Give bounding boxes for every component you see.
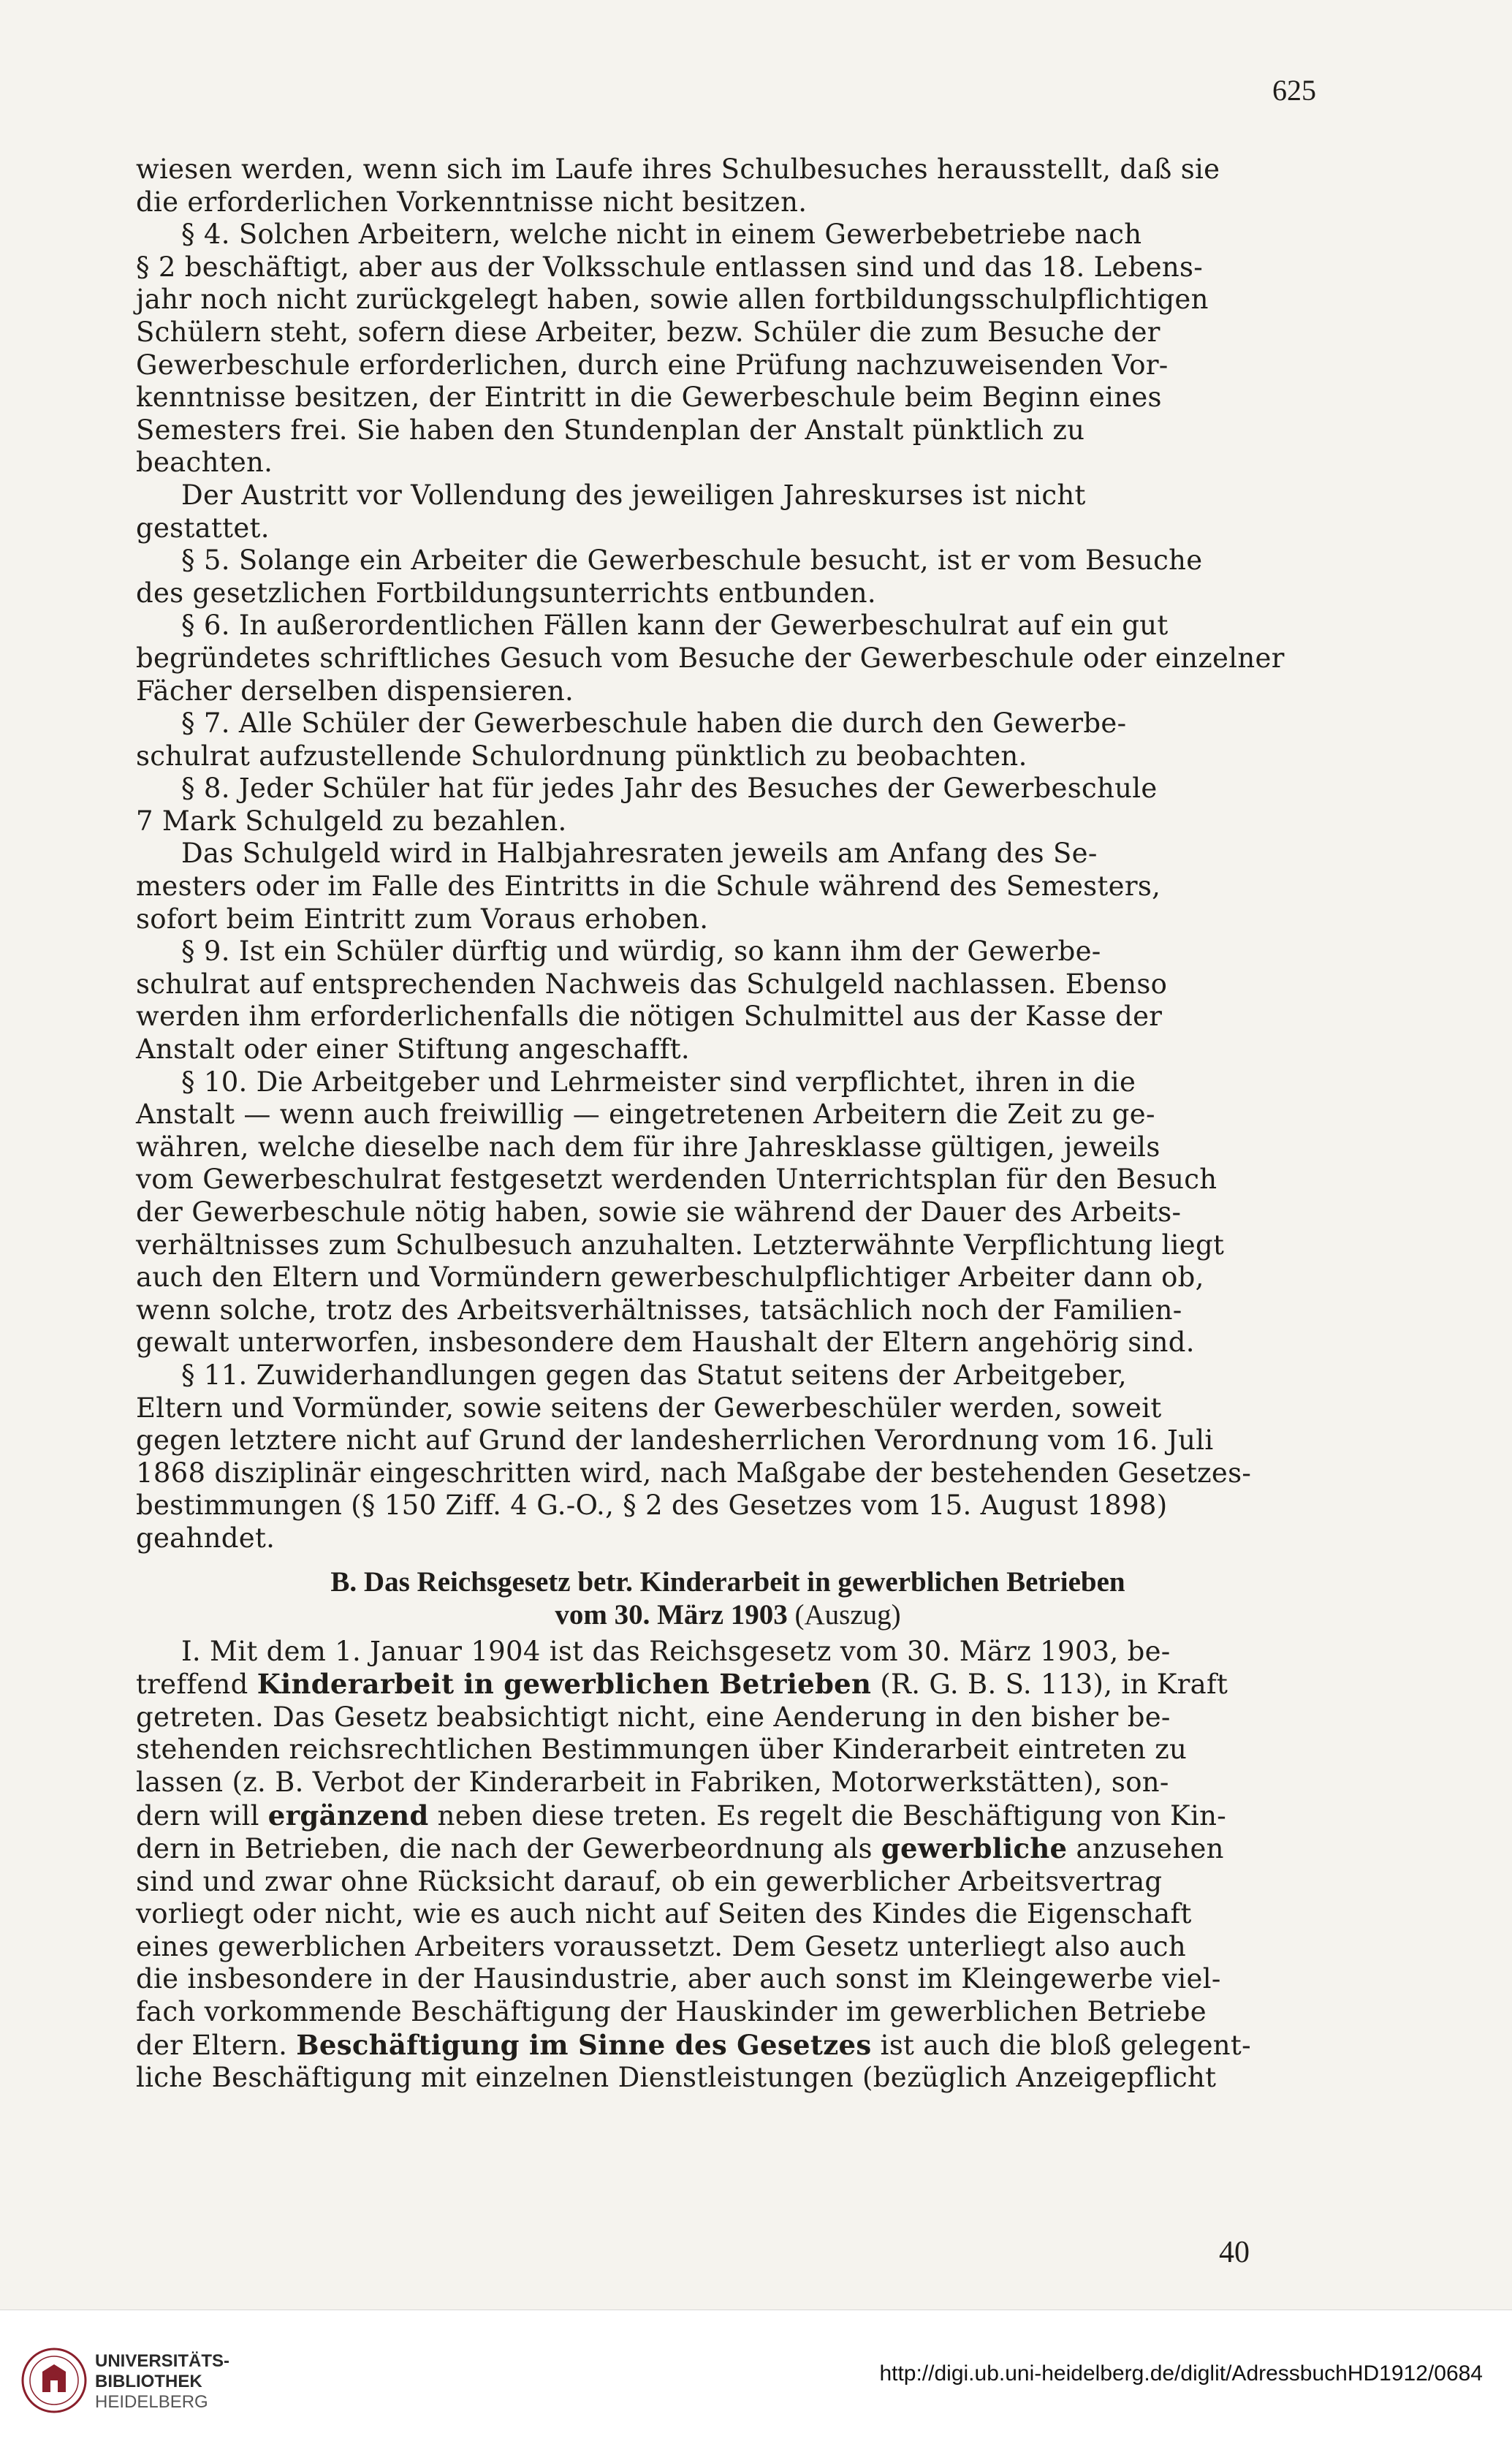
viewer-footer: [0, 2310, 1512, 2444]
text-line: gewalt unterworfen, insbesondere dem Haushalt der Eltern angehörig sind.: [136, 1327, 1195, 1359]
text-line: [136, 2029, 1320, 2062]
text-line: § 6. In außerordentlichen Fällen kann der Gewerbeschulrat auf ein gut: [181, 610, 1169, 642]
library-line: HEIDELBERG: [95, 2392, 208, 2412]
page-number: 625: [1272, 74, 1316, 107]
text-line: eines gewerblichen Arbeiters voraussetzt. Dem Gesetz unterliegt also auch: [136, 1930, 1186, 1962]
text-line: Eltern und Vormünder, sowie seitens der Gewerbeschüler werden, soweit: [136, 1392, 1162, 1424]
permalink-url[interactable]: http://digi.ub.uni-heidelberg.de/diglit/AdressbuchHD1912/0684: [879, 2361, 1483, 2386]
text-line: 7 Mark Schulgeld zu bezahlen.: [136, 805, 567, 837]
text-line: Anstalt oder einer Stiftung angeschafft.: [136, 1033, 690, 1066]
text-line: getreten. Das Gesetz beabsichtigt nicht, eine Aenderung in den bisher be-: [136, 1701, 1171, 1733]
text-line: sofort beim Eintritt zum Voraus erhoben.: [136, 903, 709, 935]
text-line: 1868 disziplinär eingeschritten wird, nach Maßgabe der bestehenden Gesetzes-: [136, 1457, 1252, 1489]
section-heading: [136, 1566, 1320, 1631]
text-line: vorliegt oder nicht, wie es auch nicht auf Seiten des Kindes die Eigenschaft: [136, 1898, 1192, 1930]
text-line: Semesters frei. Sie haben den Stundenplan der Anstalt pünktlich zu: [136, 414, 1085, 446]
heading-date: vom 30. März 1903: [555, 1598, 788, 1631]
text-span: dern will: [136, 1799, 259, 1832]
text-line: werden ihm erforderlichenfalls die nötigen Schulmittel aus der Kasse der: [136, 1001, 1163, 1033]
text-line: § 9. Ist ein Schüler dürftig und würdig, so kann ihm der Gewerbe-: [181, 936, 1101, 968]
text-line: vom Gewerbeschulrat festgesetzt werdenden Unterrichtsplan für den Besuch: [136, 1164, 1217, 1196]
text-line: bestimmungen (§ 150 Ziff. 4 G.-O., § 2 des Gesetzes vom 15. August 1898): [136, 1489, 1168, 1522]
text-line: gegen letztere nicht auf Grund der landesherrlichen Verordnung vom 16. Juli: [136, 1424, 1214, 1457]
text-line: verhältnisses zum Schulbesuch anzuhalten. Letzterwähnte Verpflichtung liegt: [136, 1229, 1225, 1261]
heading-line-1: B. Das Reichsgesetz betr. Kinderarbeit in gewerblichen Betrieben: [330, 1566, 1125, 1598]
library-line: UNIVERSITÄTS-: [95, 2351, 230, 2371]
text-line: die erforderlichen Vorkenntnisse nicht besitzen.: [136, 186, 808, 218]
text-line: Anstalt — wenn auch freiwillig — eingetretenen Arbeitern die Zeit zu ge-: [136, 1098, 1155, 1131]
text-line: § 8. Jeder Schüler hat für jedes Jahr des Besuches der Gewerbeschule: [181, 773, 1158, 805]
text-line: § 7. Alle Schüler der Gewerbeschule haben die durch den Gewerbe-: [181, 707, 1127, 740]
text-line: § 11. Zuwiderhandlungen gegen das Statut seitens der Arbeitgeber,: [181, 1359, 1127, 1391]
text-line: begründetes schriftliches Gesuch vom Besuche der Gewerbeschule oder einzelner: [136, 642, 1285, 674]
signature-number: 40: [1219, 2236, 1250, 2269]
text-line: stehenden reichsrechtlichen Bestimmungen über Kinderarbeit eintreten zu: [136, 1734, 1188, 1766]
text-line: des gesetzlichen Fortbildungsunterrichts entbunden.: [136, 577, 876, 609]
heading-note: (Auszug): [794, 1598, 901, 1631]
text-line: geahndet.: [136, 1522, 276, 1554]
text-line: lassen (z. B. Verbot der Kinderarbeit in Fabriken, Motorwerkstätten), son-: [136, 1766, 1169, 1798]
text-line: I. Mit dem 1. Januar 1904 ist das Reichsgesetz vom 30. März 1903, be-: [181, 1635, 1171, 1667]
text-span: dern in Betrieben, die nach der Gewerbeordnung als: [136, 1833, 873, 1865]
text-span: (R. G. B. S. 113), in Kraft: [880, 1669, 1228, 1701]
emphasis: gewerbliche: [881, 1832, 1068, 1865]
text-line: wenn solche, trotz des Arbeitsverhältnisses, tatsächlich noch der Familien-: [136, 1294, 1182, 1326]
text-span: der Eltern.: [136, 2029, 288, 2061]
university-seal-icon: [20, 2347, 88, 2414]
text-line: die insbesondere in der Hausindustrie, aber auch sonst im Kleingewerbe viel-: [136, 1963, 1221, 1995]
text-line: Der Austritt vor Vollendung des jeweiligen Jahreskurses ist nicht: [181, 479, 1086, 511]
library-line: BIBLIOTHEK: [95, 2372, 202, 2391]
text-line: § 2 beschäftigt, aber aus der Volksschule entlassen sind und das 18. Lebens-: [136, 251, 1204, 283]
text-line: jahr noch nicht zurückgelegt haben, sowie allen fortbildungsschulpflichtigen: [136, 284, 1209, 316]
text-line: [136, 1668, 1320, 1701]
text-line: kenntnisse besitzen, der Eintritt in die Gewerbeschule beim Beginn eines: [136, 382, 1162, 414]
text-line: auch den Eltern und Vormündern gewerbeschulpflichtiger Arbeiter dann ob,: [136, 1261, 1204, 1294]
text-line: der Gewerbeschule nötig haben, sowie sie während der Dauer des Arbeits-: [136, 1196, 1182, 1228]
body-text: [136, 153, 1320, 2095]
emphasis: Beschäftigung im Sinne des Gesetzes: [296, 2028, 872, 2061]
text-line: liche Beschäftigung mit einzelnen Dienstleistungen (bezüglich Anzeigepflicht: [136, 2062, 1217, 2094]
text-line: schulrat auf entsprechenden Nachweis das Schulgeld nachlassen. Ebenso: [136, 968, 1168, 1000]
text-line: § 5. Solange ein Arbeiter die Gewerbeschule besucht, ist er vom Besuche: [181, 544, 1203, 577]
text-line: Fächer derselben dispensieren.: [136, 675, 574, 707]
text-span: neben diese treten. Es regelt die Beschäftigung von Kin-: [437, 1799, 1227, 1832]
text-line: § 4. Solchen Arbeitern, welche nicht in einem Gewerbebetriebe nach: [181, 219, 1142, 251]
text-line: Schülern steht, sofern diese Arbeiter, bezw. Schüler die zum Besuche der: [136, 316, 1160, 348]
text-line: wiesen werden, wenn sich im Laufe ihres Schulbesuches herausstellt, daß sie: [136, 153, 1220, 185]
text-span: treffend: [136, 1669, 248, 1701]
emphasis: Kinderarbeit in gewerblichen Betrieben: [257, 1668, 872, 1701]
text-line: [136, 1832, 1320, 1866]
text-line: § 10. Die Arbeitgeber und Lehrmeister sind verpflichtet, ihren in die: [181, 1066, 1136, 1098]
emphasis: ergänzend: [267, 1799, 429, 1832]
heading-line-2: [136, 1598, 1320, 1631]
text-line: gestattet.: [136, 512, 270, 544]
text-line: beachten.: [136, 447, 273, 479]
text-line: Das Schulgeld wird in Halbjahresraten jeweils am Anfang des Se-: [181, 838, 1098, 870]
text-span: ist auch die bloß gelegent-: [880, 2029, 1251, 2061]
library-name: [95, 2351, 229, 2413]
text-line: fach vorkommende Beschäftigung der Hauskinder im gewerblichen Betriebe: [136, 1996, 1207, 2028]
text-span: anzusehen: [1076, 1833, 1224, 1865]
text-line: schulrat aufzustellende Schulordnung pünktlich zu beobachten.: [136, 740, 1027, 772]
text-line: Gewerbeschule erforderlichen, durch eine Prüfung nachzuweisenden Vor-: [136, 349, 1169, 381]
text-line: sind und zwar ohne Rücksicht darauf, ob ein gewerblicher Arbeitsvertrag: [136, 1865, 1163, 1897]
text-line: währen, welche dieselbe nach dem für ihre Jahresklasse gültigen, jeweils: [136, 1131, 1160, 1163]
text-line: mesters oder im Falle des Eintritts in die Schule während des Semesters,: [136, 870, 1161, 903]
text-line: [136, 1799, 1320, 1833]
